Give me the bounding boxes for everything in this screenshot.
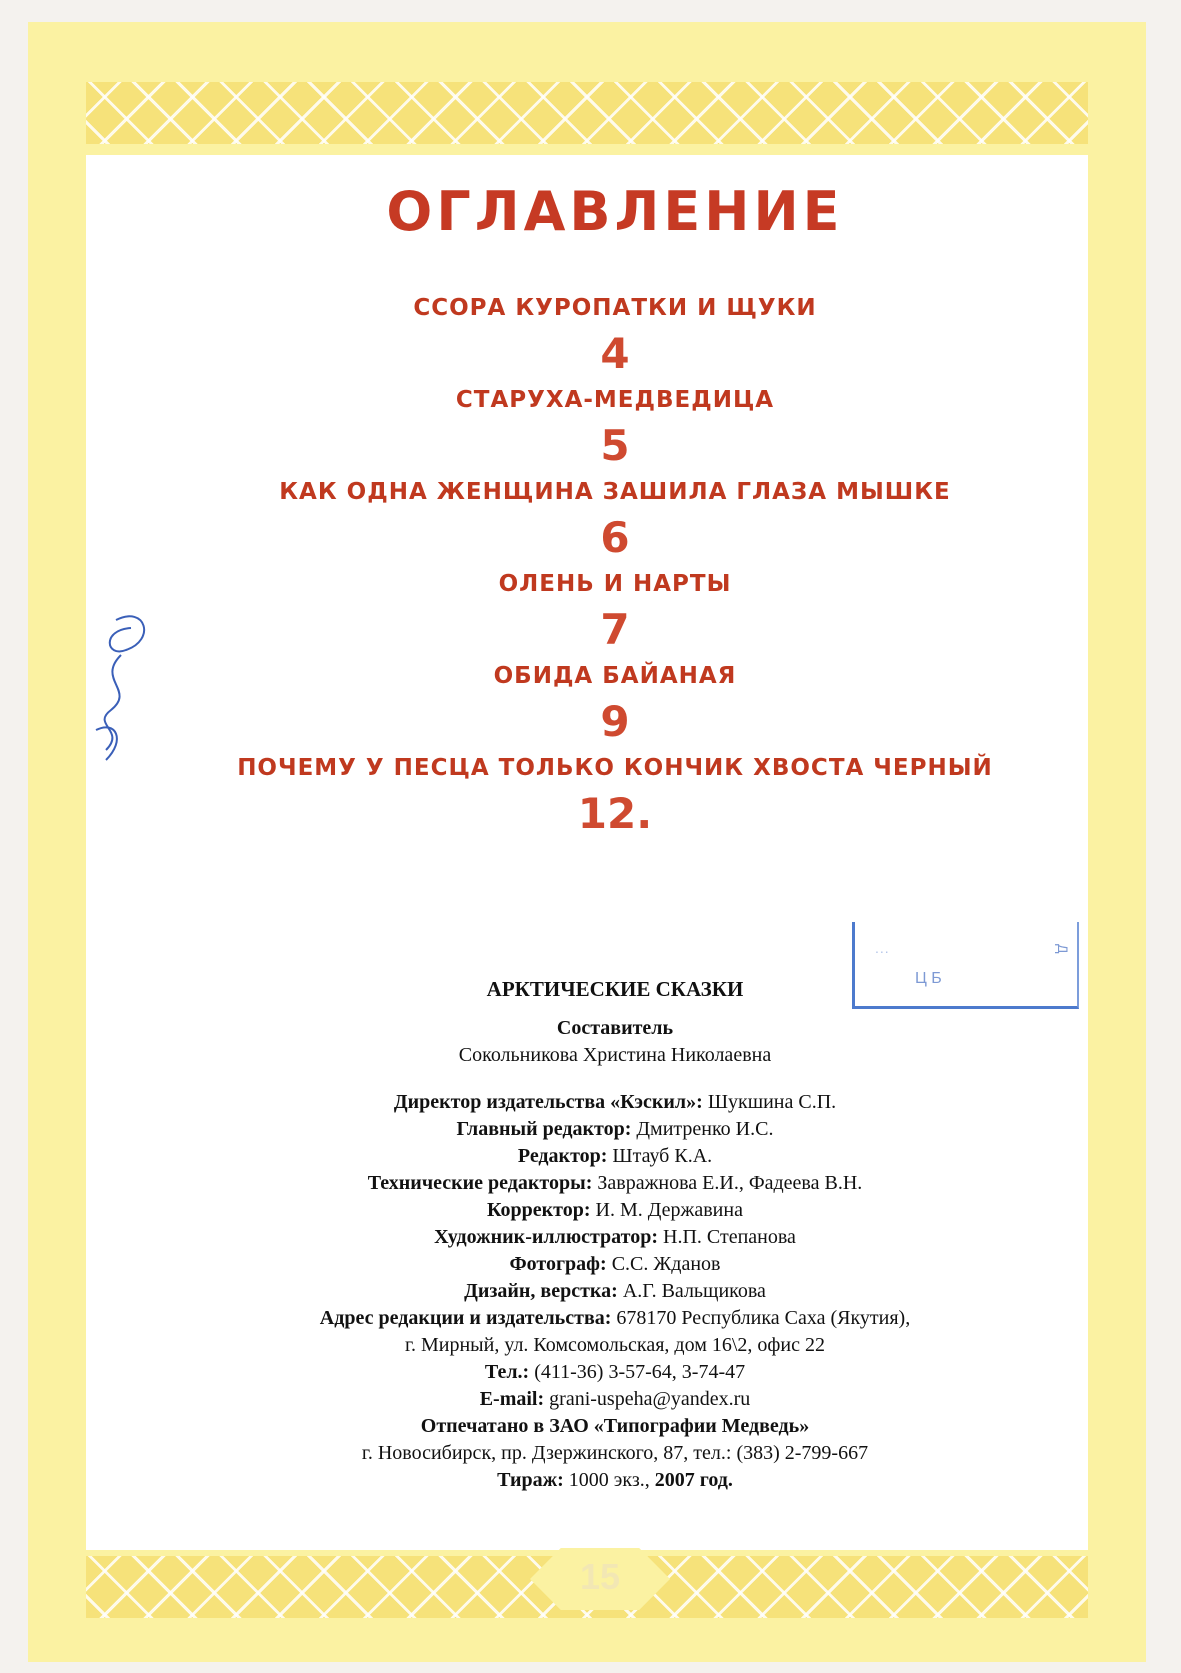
print-run-line [114, 1467, 1116, 1494]
print-run-label: Тираж: [497, 1469, 564, 1491]
credit-label: Фотограф: [509, 1253, 607, 1275]
page-number: 15 [579, 1556, 621, 1597]
toc-entry-page: 4 [600, 329, 630, 378]
printer-address: г. Новосибирск, пр. Дзержинского, 87, тел.: (383) 2-799-667 [361, 1442, 869, 1464]
credit-value: 678170 Республика Саха (Якутия), [611, 1307, 911, 1329]
toc-entry [114, 293, 1116, 385]
credit-label: Главный редактор: [456, 1118, 632, 1140]
address-line-2: г. Мирный, ул. Комсомольская, дом 16\2, офис 22 [405, 1334, 825, 1356]
compiler-label: Составитель [556, 1017, 674, 1039]
email-label: E-mail: [479, 1388, 545, 1410]
ornament-band-top [86, 82, 1088, 144]
phone-label: Тел.: [484, 1361, 530, 1383]
toc-entry-title: КАК ОДНА ЖЕНЩИНА ЗАШИЛА ГЛАЗА МЫШКЕ [279, 479, 951, 505]
credit-value: Завражнова Е.И., Фадеева В.Н. [592, 1172, 863, 1194]
toc-entry-page: 9 [600, 697, 630, 746]
compiler-name: Сокольникова Христина Николаевна [458, 1044, 772, 1066]
toc-entry [114, 385, 1116, 477]
credit-value: Дмитренко И.С. [631, 1118, 774, 1140]
phone-line [114, 1359, 1116, 1386]
credit-value: А.Г. Вальщикова [617, 1280, 766, 1302]
credit-line [114, 1197, 1116, 1224]
print-run-value: 1000 экз., [563, 1469, 650, 1491]
toc-entry [114, 477, 1116, 569]
credit-label: Технические редакторы: [367, 1172, 593, 1194]
credit-line [114, 1251, 1116, 1278]
toc-entry-page: 12. [577, 789, 653, 838]
credit-label: Корректор: [487, 1199, 591, 1221]
compiler-line [114, 1015, 1116, 1042]
stamp-line-2: Ц Б [915, 970, 942, 987]
credit-line [114, 1116, 1116, 1143]
email-value: grani-uspeha@yandex.ru [544, 1388, 751, 1410]
toc-entry [114, 753, 1116, 845]
stamp-line-1: ... [875, 940, 890, 956]
toc-entry-title: ССОРА КУРОПАТКИ И ЩУКИ [413, 295, 817, 321]
book-title: АРКТИЧЕСКИЕ СКАЗКИ [486, 977, 744, 1001]
toc-entry-page: 6 [600, 513, 630, 562]
credit-value: Штауб К.А. [607, 1145, 713, 1167]
credit-value: И. М. Державина [590, 1199, 743, 1221]
credit-value: Н.П. Степанова [658, 1226, 796, 1248]
table-of-contents [114, 180, 1116, 845]
toc-entry-title: СТАРУХА-МЕДВЕДИЦА [455, 387, 775, 413]
printed-by-text: Отпечатано в ЗАО «Типографии Медведь» [420, 1415, 810, 1437]
email-line [114, 1386, 1116, 1413]
spacer [114, 1069, 1116, 1089]
printed-by [114, 1413, 1116, 1440]
credit-label: Редактор: [517, 1145, 608, 1167]
credit-line [114, 1089, 1116, 1116]
toc-entry-title: ОБИДА БАЙАНАЯ [493, 663, 737, 689]
credit-label: Адрес редакции и издательства: [319, 1307, 612, 1329]
phone-value: (411-36) 3-57-64, 3-74-47 [529, 1361, 746, 1383]
colophon [114, 976, 1116, 1494]
credit-label: Дизайн, верстка: [464, 1280, 618, 1302]
toc-entry-page: 7 [600, 605, 630, 654]
credit-line [114, 1224, 1116, 1251]
toc-entry [114, 661, 1116, 753]
credit-line [114, 1305, 1116, 1332]
credit-line [114, 1278, 1116, 1305]
toc-entry [114, 569, 1116, 661]
credit-line [114, 1170, 1116, 1197]
credit-line [114, 1143, 1116, 1170]
stamp-line-3: Д [1055, 944, 1071, 954]
toc-entry-page: 5 [600, 421, 630, 470]
year: 2007 год. [649, 1469, 733, 1491]
credit-label: Художник-иллюстратор: [434, 1226, 658, 1248]
credit-value: Шукшина С.П. [702, 1091, 837, 1113]
credit-label: Директор издательства «Кэскил»: [393, 1091, 703, 1113]
credit-value: С.С. Жданов [606, 1253, 721, 1275]
handwritten-signature [76, 610, 166, 770]
toc-entry-title: ОЛЕНЬ И НАРТЫ [498, 571, 732, 597]
toc-title: ОГЛАВЛЕНИЕ [386, 180, 844, 243]
toc-entry-title: ПОЧЕМУ У ПЕСЦА ТОЛЬКО КОНЧИК ХВОСТА ЧЕРНЫЙ [237, 755, 993, 781]
